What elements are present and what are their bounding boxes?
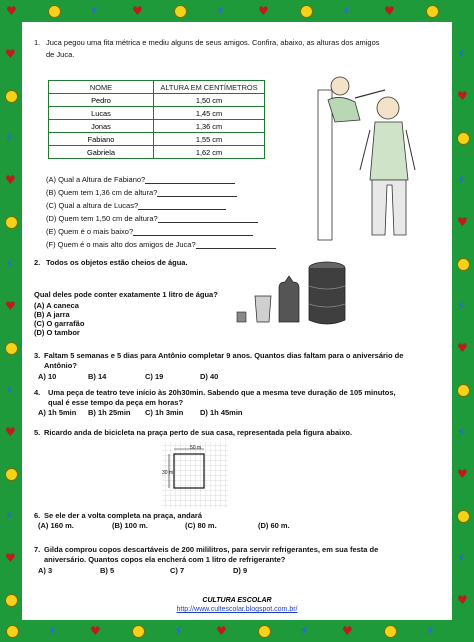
heart-icon: ♥	[5, 299, 16, 313]
q7-line2: aniversário. Quantos copos ela encherá com 1 litro de refrigerante?	[44, 555, 286, 564]
lightning-icon: ⚡	[5, 383, 14, 397]
q1-item-b	[46, 188, 237, 197]
q1-item-b-text: (B) Quem tem 1,36 cm de altura?	[46, 188, 158, 197]
heart-icon: ♥	[6, 4, 17, 18]
table-cell: Gabriela	[49, 146, 154, 159]
q4-number: 4.	[34, 388, 41, 397]
q2-option-d[interactable]: (D) O tambor	[34, 328, 80, 337]
q2-option-c[interactable]: (C) O garrafão	[34, 319, 85, 328]
q1-item-c	[46, 201, 226, 210]
lightning-icon: ⚡	[5, 509, 14, 523]
smiley-icon	[384, 625, 397, 638]
q3-line1: Faltam 5 semanas e 5 dias para Antônio completar 9 anos. Quantos dias faltam para o aniversário de	[44, 351, 404, 360]
table-row	[49, 133, 265, 146]
q1-item-e	[46, 227, 253, 236]
q2-option-a[interactable]: (A) A caneca	[34, 301, 79, 310]
smiley-icon	[457, 384, 470, 397]
smiley-icon	[300, 5, 313, 18]
table-row	[49, 120, 265, 133]
table-cell: 1,45 cm	[154, 107, 265, 120]
lightning-icon: ⚡	[174, 624, 183, 638]
smiley-icon	[5, 216, 18, 229]
smiley-icon	[48, 5, 61, 18]
lightning-icon: ⚡	[457, 425, 466, 439]
q1-text-line2: de Juca.	[46, 50, 75, 59]
q7-option-c[interactable]: C) 7	[170, 566, 185, 575]
q7-number: 7.	[34, 545, 41, 554]
lightning-icon: ⚡	[457, 173, 466, 187]
q3-line2: Antônio?	[44, 361, 77, 370]
heart-icon: ♥	[216, 624, 227, 638]
q4-option-b[interactable]: B) 1h 25min	[88, 408, 131, 417]
answer-line[interactable]	[157, 189, 237, 197]
answer-line[interactable]	[133, 228, 253, 236]
table-cell: 1,50 cm	[154, 94, 265, 107]
heart-icon: ♥	[457, 215, 468, 229]
q1-item-a-text: (A) Qual a Altura de Fabiano?	[46, 175, 146, 184]
answer-line[interactable]	[138, 202, 226, 210]
lightning-icon: ⚡	[5, 257, 14, 271]
heart-icon: ♥	[342, 624, 353, 638]
q4-option-c[interactable]: C) 1h 3min	[145, 408, 184, 417]
smiley-icon	[174, 5, 187, 18]
table-cell: Lucas	[49, 107, 154, 120]
lightning-icon: ⚡	[300, 624, 309, 638]
heights-table	[48, 80, 265, 159]
q3-option-a[interactable]: A) 10	[38, 372, 57, 381]
smiley-icon	[457, 258, 470, 271]
heart-icon: ♥	[5, 425, 16, 439]
mug-icon	[237, 312, 246, 322]
table-cell: 1,36 cm	[154, 120, 265, 133]
q2-number: 2.	[34, 258, 41, 267]
q1-item-d	[46, 214, 258, 223]
heart-icon: ♥	[457, 341, 468, 355]
lightning-icon: ⚡	[457, 551, 466, 565]
heart-icon: ♥	[384, 4, 395, 18]
q4-line1: Uma peça de teatro teve início às 20h30min. Sabendo que a mesma teve duração de 105 minutos,	[48, 388, 396, 397]
answer-line[interactable]	[145, 176, 235, 184]
footer-title: CULTURA ESCOLAR	[202, 597, 272, 604]
q3-option-d[interactable]: D) 40	[200, 372, 219, 381]
heart-icon: ♥	[132, 4, 143, 18]
smiley-icon	[5, 468, 18, 481]
table-cell: Pedro	[49, 94, 154, 107]
q3-option-c[interactable]: C) 19	[145, 372, 164, 381]
q6-option-d[interactable]: (D) 60 m.	[258, 521, 290, 530]
heart-icon: ♥	[457, 467, 468, 481]
smiley-icon	[5, 342, 18, 355]
lightning-icon: ⚡	[48, 624, 57, 638]
answer-line[interactable]	[196, 241, 276, 249]
q4-option-d[interactable]: D) 1h 45min	[200, 408, 243, 417]
jug-icon	[255, 296, 271, 322]
q7-option-b[interactable]: B) 5	[100, 566, 115, 575]
table-cell: Jonas	[49, 120, 154, 133]
table-row	[49, 146, 265, 159]
lightning-icon: ⚡	[90, 4, 99, 18]
q5-number: 5.	[34, 428, 41, 437]
q6-option-a[interactable]: (A) 160 m.	[38, 521, 74, 530]
q7-line1: Gilda comprou copos descartáveis de 200 mililitros, para servir refrigerantes, em sua festa de	[44, 545, 379, 554]
q6-option-b[interactable]: (B) 100 m.	[112, 521, 148, 530]
table-cell: Fabiano	[49, 133, 154, 146]
table-row	[49, 94, 265, 107]
lightning-icon: ⚡	[342, 4, 351, 18]
heart-icon: ♥	[258, 4, 269, 18]
q2-option-b[interactable]: (B) A jarra	[34, 310, 70, 319]
lightning-icon: ⚡	[426, 624, 435, 638]
lightning-icon: ⚡	[457, 47, 466, 61]
q3-option-b[interactable]: B) 14	[88, 372, 107, 381]
smiley-icon	[258, 625, 271, 638]
footer-url-link[interactable]: http://www.cultescolar.blogspot.com.br/	[176, 606, 298, 613]
q2-question: Qual deles pode conter exatamente 1 litro de água?	[34, 290, 218, 299]
table-header-name: NOME	[49, 81, 154, 94]
table-cell: 1,55 cm	[154, 133, 265, 146]
q1-item-f-text: (F) Quem é o mais alto dos amigos de Juca?	[46, 240, 196, 249]
figure-top-label: 50 m	[190, 445, 202, 451]
q1-item-a	[46, 175, 235, 184]
heart-icon: ♥	[5, 47, 16, 61]
containers-illustration	[235, 258, 355, 328]
q1-item-f	[46, 240, 276, 249]
measuring-illustration	[300, 60, 430, 245]
smiley-icon	[6, 625, 19, 638]
q7-option-d[interactable]: D) 9	[233, 566, 248, 575]
lightning-icon: ⚡	[457, 299, 466, 313]
q6-number: 6.	[34, 511, 41, 520]
heart-icon: ♥	[457, 89, 468, 103]
q6-text: Se ele der a volta completa na praça, andará	[44, 511, 202, 520]
smiley-icon	[132, 625, 145, 638]
q5-text: Ricardo anda de bicicleta na praça perto de sua casa, representada pela figura abaixo.	[44, 428, 353, 437]
smiley-icon	[457, 132, 470, 145]
lightning-icon: ⚡	[216, 4, 225, 18]
smiley-icon	[5, 90, 18, 103]
heart-icon: ♥	[90, 624, 101, 638]
q3-number: 3.	[34, 351, 41, 360]
answer-line[interactable]	[158, 215, 258, 223]
figure-side-label: 30 m	[162, 470, 174, 476]
smiley-icon	[426, 5, 439, 18]
q4-line2: qual é esse tempo da peça em horas?	[48, 398, 184, 407]
drum-icon	[309, 268, 345, 324]
q1-item-c-text: (C) Qual a altura de Lucas?	[46, 201, 139, 210]
q6-option-c[interactable]: (C) 80 m.	[185, 521, 217, 530]
table-row	[49, 107, 265, 120]
q7-option-a[interactable]: A) 3	[38, 566, 53, 575]
table-cell: 1,62 cm	[154, 146, 265, 159]
heart-icon: ♥	[457, 593, 468, 607]
lightning-icon: ⚡	[5, 131, 14, 145]
heart-icon: ♥	[5, 551, 16, 565]
q1-number: 1.	[34, 38, 41, 47]
smiley-icon	[457, 510, 470, 523]
table-header-height: ALTURA EM CENTÍMETROS	[154, 81, 265, 94]
q1-item-d-text: (D) Quem tem 1,50 cm de altura?	[46, 214, 158, 223]
heart-icon: ♥	[5, 173, 16, 187]
table-header-row	[49, 81, 265, 94]
q2-text: Todos os objetos estão cheios de água.	[46, 258, 188, 267]
q4-option-a[interactable]: A) 1h 5min	[38, 408, 77, 417]
q1-item-e-text: (E) Quem é o mais baixo?	[46, 227, 134, 236]
jug-bottle-icon	[279, 276, 299, 322]
q1-text-line1: Juca pegou uma fita métrica e mediu alguns de seus amigos. Confira, abaixo, as alturas dos amigos	[46, 38, 380, 47]
